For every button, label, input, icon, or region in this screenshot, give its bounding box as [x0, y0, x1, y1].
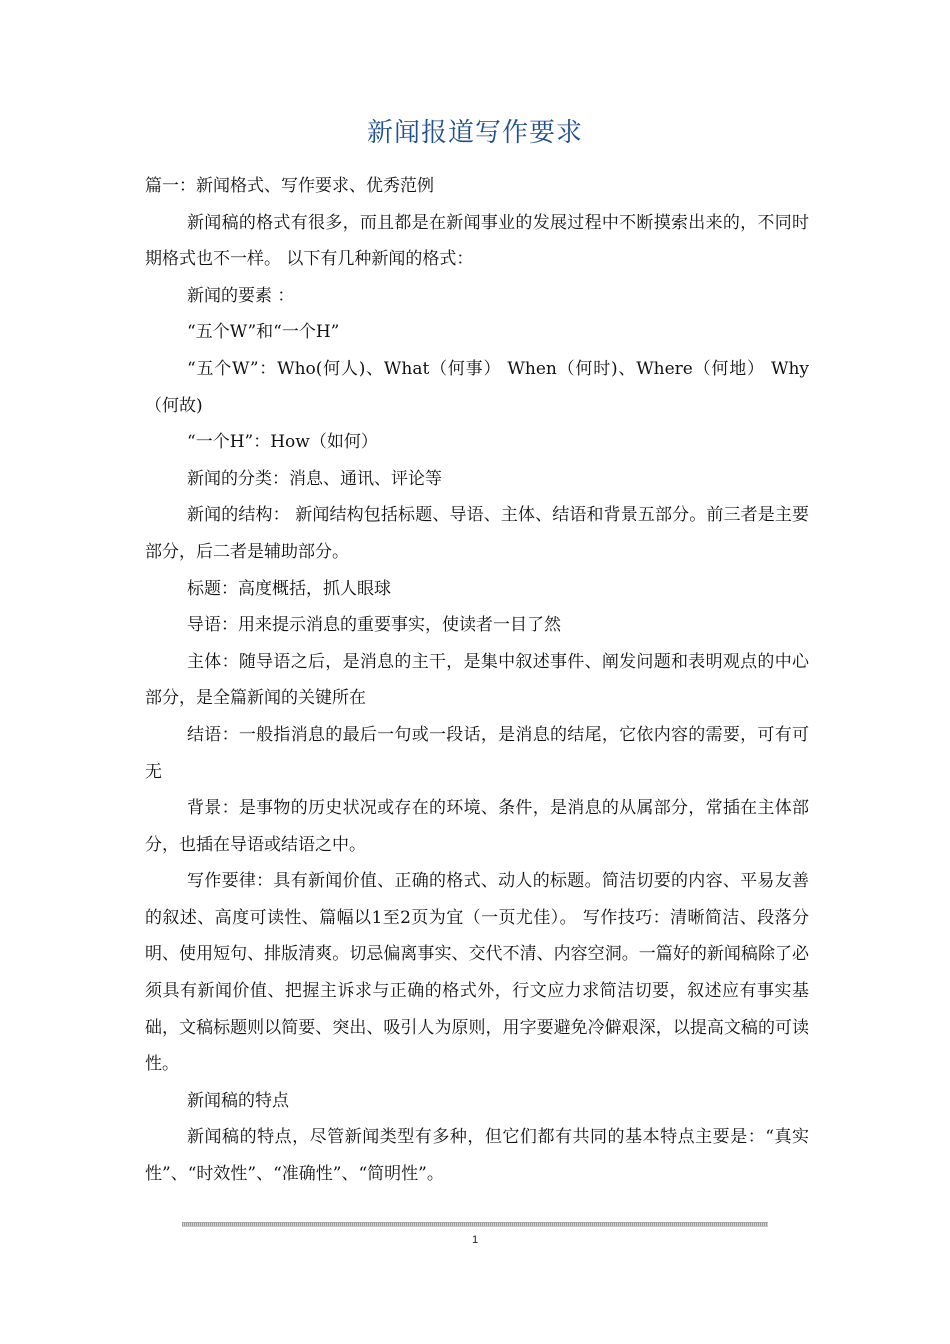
paragraph: 新闻稿的格式有很多，而且都是在新闻事业的发展过程中不断摸索出来的，不同时期格式也不一样。 以下有几种新闻的格式： [145, 212, 809, 270]
paragraph: 标题：高度概括，抓人眼球 [187, 578, 391, 599]
document-title: 新闻报道写作要求 [366, 118, 583, 148]
paragraph: 新闻的分类：消息、通讯、评论等 [187, 468, 442, 489]
section-heading: 篇一：新闻格式、写作要求、优秀范例 [145, 176, 434, 196]
paragraph: “五个W”：Who(何人)、What（何事） When（何时)、Where（何地） Why（何故) [145, 358, 809, 416]
document-body [145, 168, 809, 1193]
paragraph: 背景：是事物的历史状况或存在的环境、条件，是消息的从属部分，常插在主体部分，也插在导语或结语之中。 [145, 798, 809, 855]
paragraph: 新闻的结构： 新闻结构包括标题、导语、主体、结语和背景五部分。前三者是主要部分，后二者是辅助部分。 [145, 505, 809, 562]
paragraph: “五个W”和“一个H” [187, 322, 340, 343]
paragraph: 结语：一般指消息的最后一句或一段话，是消息的结尾，它依内容的需要，可有可无 [145, 724, 809, 782]
paragraph: 新闻的要素 ： [187, 285, 295, 306]
paragraph: 写作要律：具有新闻价值、正确的格式、动人的标题。简洁切要的内容、平易友善的叙述、高度可读性、篇幅以1至2页为宜（一页尤佳）。 写作技巧：清晰简洁、段落分明、使用短句、排版清爽。切忌偏离事实、交代不清、内容空洞。一篇好的新闻稿除了必须具有新闻价值、把握主诉求与正确的格式外，行文应力求简洁切要，叙述应有事实基础，文稿标题则以简要、突出、吸引人为原则，用字要避免冷僻艰深，以提高文稿的可读性。 [145, 871, 809, 1075]
paragraph: 新闻稿的特点，尽管新闻类型有多种，但它们都有共同的基本特点主要是：“真实性”、“时效性”、“准确性”、“简明性”。 [145, 1127, 809, 1185]
footer-divider [182, 1222, 768, 1227]
paragraph: “一个H”：How（如何） [187, 432, 378, 453]
paragraph: 主体：随导语之后，是消息的主干，是集中叙述事件、阐发问题和表明观点的中心部分，是全篇新闻的关键所在 [145, 651, 809, 709]
page-number: 1 [471, 1234, 479, 1246]
paragraph: 导语：用来提示消息的重要事实，使读者一目了然 [187, 615, 561, 636]
subheading: 新闻稿的特点 [187, 1090, 289, 1111]
